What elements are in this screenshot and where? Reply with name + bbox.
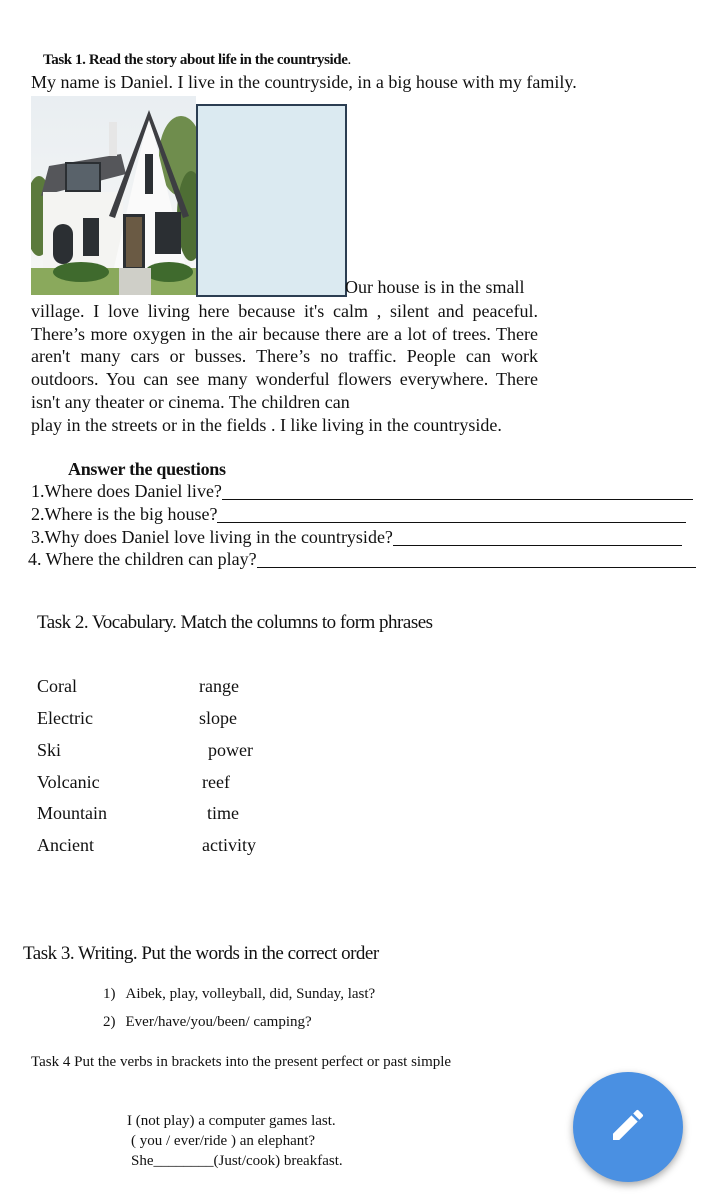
vocab-left-1: Coral — [37, 676, 77, 696]
vocab-right-1: range — [199, 676, 239, 696]
house-image — [31, 96, 196, 295]
answer-line-4[interactable] — [257, 549, 696, 568]
question-4: 4. Where the children can play? — [28, 549, 696, 570]
task4-item-2: ( you / ever/ride ) an elephant? — [131, 1133, 316, 1149]
task1-float-text: Our house is in the small — [345, 277, 525, 297]
task1-intro: My name is Daniel. I live in the countryside, in a big house with my family. — [31, 72, 577, 92]
task3-item-2: 2) Ever/have/you/been/ camping? — [103, 1014, 312, 1030]
task3-item-1: 1) Aibek, play, volleyball, did, Sunday, last? — [103, 986, 376, 1002]
vocab-left-3: Ski — [37, 740, 62, 760]
answer-line-2[interactable] — [217, 504, 686, 523]
answer-line-3[interactable] — [393, 527, 682, 546]
vocab-left-4: Volcanic — [37, 772, 100, 792]
image-placeholder-box — [196, 104, 347, 297]
question-3: 3.Why does Daniel love living in the countryside? — [31, 527, 682, 548]
task4-title: Task 4 Put the verbs in brackets into the present perfect or past simple — [31, 1054, 452, 1070]
vocab-left-6: Ancient — [37, 835, 94, 855]
vocab-left-2: Electric — [37, 708, 93, 728]
vocab-right-4: reef — [202, 772, 230, 792]
vocab-right-3: power — [208, 740, 253, 760]
vocab-left-5: Mountain — [37, 803, 107, 823]
pencil-icon — [608, 1105, 648, 1150]
questions-heading: Answer the questions — [68, 459, 226, 479]
question-1: 1.Where does Daniel live? — [31, 481, 693, 502]
vocab-right-6: activity — [202, 835, 256, 855]
question-2: 2.Where is the big house? — [31, 504, 686, 525]
task2-title: Task 2. Vocabulary. Match the columns to form phrases — [37, 612, 433, 633]
task1-paragraph-last: play in the streets or in the fields . I like living in the countryside. — [31, 414, 502, 435]
task3-title: Task 3. Writing. Put the words in the correct order — [23, 943, 379, 964]
vocab-right-2: slope — [199, 708, 237, 728]
vocab-right-5: time — [207, 803, 239, 823]
task1-title: Task 1. Read the story about life in the countryside. — [43, 52, 351, 68]
task4-item-1: I (not play) a computer games last. — [127, 1113, 336, 1129]
task1-paragraph-body: village. I love living here because it's calm , silent and peaceful. There’s more oxygen in the air because there are a lot of trees. There aren't many cars or busses. There’s no traffic. People can work outdoors. You can see many wonderful flowers everywhere. There isn't any theater or cinema. The children can — [31, 301, 538, 412]
task4-item-3: She________(Just/cook) breakfast. — [131, 1153, 343, 1169]
edit-fab-button[interactable] — [573, 1072, 683, 1182]
answer-line-1[interactable] — [222, 481, 693, 500]
task1-paragraph — [31, 300, 538, 436]
